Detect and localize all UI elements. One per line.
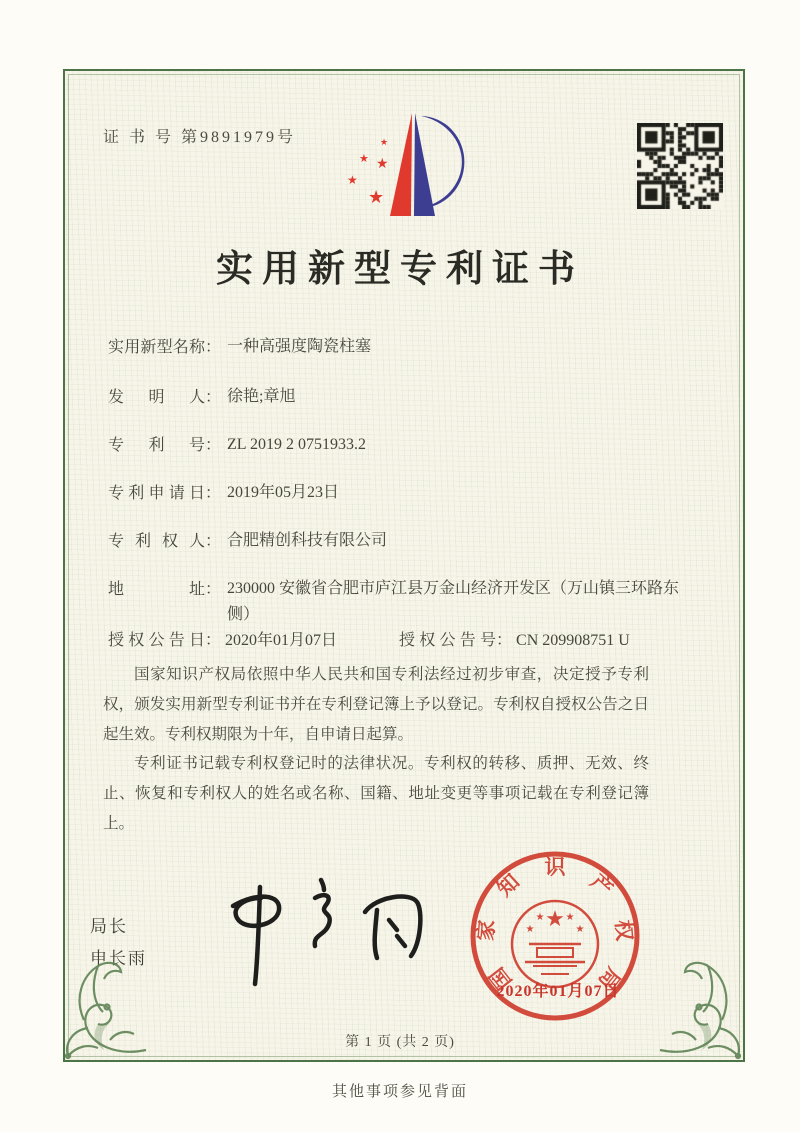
seal-date: 2020年01月07日 — [496, 983, 620, 1000]
svg-text:知: 知 — [492, 869, 525, 902]
field-colon: ： — [205, 581, 222, 598]
signature-stroke — [315, 895, 330, 946]
svg-text:★: ★ — [565, 912, 575, 923]
grant-date-value: 2020年01月07日 — [225, 632, 338, 649]
logo-wedge-red — [390, 113, 412, 216]
field-label: 地址 — [108, 581, 205, 598]
field-value: 一种高强度陶瓷柱塞 — [227, 338, 372, 355]
svg-text:权: 权 — [610, 918, 637, 942]
signature-stroke — [321, 880, 324, 890]
legal-paragraph-2: 专利证书记载专利权登记时的法律状况。专利权的转移、质押、无效、终止、恢复和专利权人的姓名或名称、国籍、地址变更等事项记载在专利登记簿上。 — [103, 755, 649, 832]
svg-text:产: 产 — [585, 869, 618, 902]
field-row-patent-number — [108, 432, 697, 458]
field-value: 徐艳;章旭 — [227, 388, 296, 405]
cnipa-logo — [335, 108, 485, 223]
grant-number-value: CN 209908751 U — [516, 632, 630, 649]
grant-number-pair — [399, 627, 630, 650]
svg-text:家: 家 — [473, 918, 500, 942]
field-value: ZL 2019 2 0751933.2 — [227, 436, 366, 453]
svg-text:★: ★ — [575, 924, 585, 935]
svg-text:★: ★ — [525, 924, 535, 935]
signature-stroke — [233, 897, 279, 926]
commissioner-name: 申长雨 — [90, 949, 147, 968]
signature-stroke — [255, 887, 260, 984]
logo-star-icon: ★ — [380, 137, 389, 147]
field-label: 专利申请日 — [108, 485, 205, 502]
field-colon: ： — [205, 389, 222, 406]
svg-text:★: ★ — [545, 906, 565, 931]
page-number: 第 1 页 (共 2 页) — [345, 1035, 455, 1050]
field-row-patentee — [108, 528, 697, 554]
field-colon: ： — [496, 632, 513, 649]
logo-star-icon: ★ — [376, 157, 389, 172]
svg-text:识: 识 — [544, 855, 566, 879]
seal-national-emblem — [512, 901, 598, 987]
field-label: 授权公告日 — [108, 632, 205, 649]
field-label: 发明人 — [108, 389, 205, 406]
field-colon: ： — [205, 632, 222, 649]
field-label: 授权公告号 — [399, 632, 497, 649]
logo-star-icon: ★ — [347, 173, 358, 187]
field-label: 实用新型名称 — [108, 339, 205, 356]
grant-row — [108, 627, 630, 650]
back-side-note: 其他事项参见背面 — [331, 1084, 468, 1100]
svg-text:★: ★ — [535, 912, 545, 923]
logo-star-icon: ★ — [359, 153, 369, 165]
field-colon: ： — [205, 485, 222, 502]
field-value: 230000 安徽省合肥市庐江县万金山经济开发区（万山镇三环路东侧） — [227, 580, 680, 623]
commissioner-title: 局长 — [90, 917, 128, 936]
field-colon: ： — [205, 437, 222, 454]
field-row-utility-name — [108, 334, 697, 360]
svg-text:局: 局 — [593, 962, 626, 995]
cnipa-logo-graphic — [335, 108, 485, 223]
certificate-number: 证 书 号 第9891979号 — [103, 129, 297, 146]
signature-stroke — [389, 920, 397, 930]
field-label: 专利号 — [108, 437, 205, 454]
logo-star-icon: ★ — [368, 187, 385, 207]
commissioner-signature — [205, 872, 440, 992]
certificate-title: 实用新型专利证书 — [216, 249, 584, 290]
field-row-address — [108, 576, 682, 627]
field-value: 合肥精创科技有限公司 — [227, 532, 388, 549]
field-colon: ： — [205, 533, 222, 550]
field-row-inventor — [108, 384, 697, 410]
svg-text:国: 国 — [484, 962, 517, 995]
field-value: 2019年05月23日 — [227, 484, 340, 501]
field-colon: ： — [205, 339, 222, 356]
signature-stroke — [375, 910, 377, 958]
legal-text — [103, 660, 649, 839]
field-label: 专利权人 — [108, 533, 205, 550]
grant-date-pair — [108, 627, 337, 650]
field-row-filing-date — [108, 480, 697, 506]
logo-wedge-blue — [414, 113, 435, 216]
legal-paragraph-1: 国家知识产权局依照中华人民共和国专利法经过初步审查，决定授予专利权，颁发实用新型专利证书并在专利登记簿上予以登记。专利权自授权公告之日起生效。专利权期限为十年，自申请日起算。 — [103, 666, 649, 743]
signature-stroke — [397, 936, 405, 946]
qr-code — [637, 123, 723, 209]
